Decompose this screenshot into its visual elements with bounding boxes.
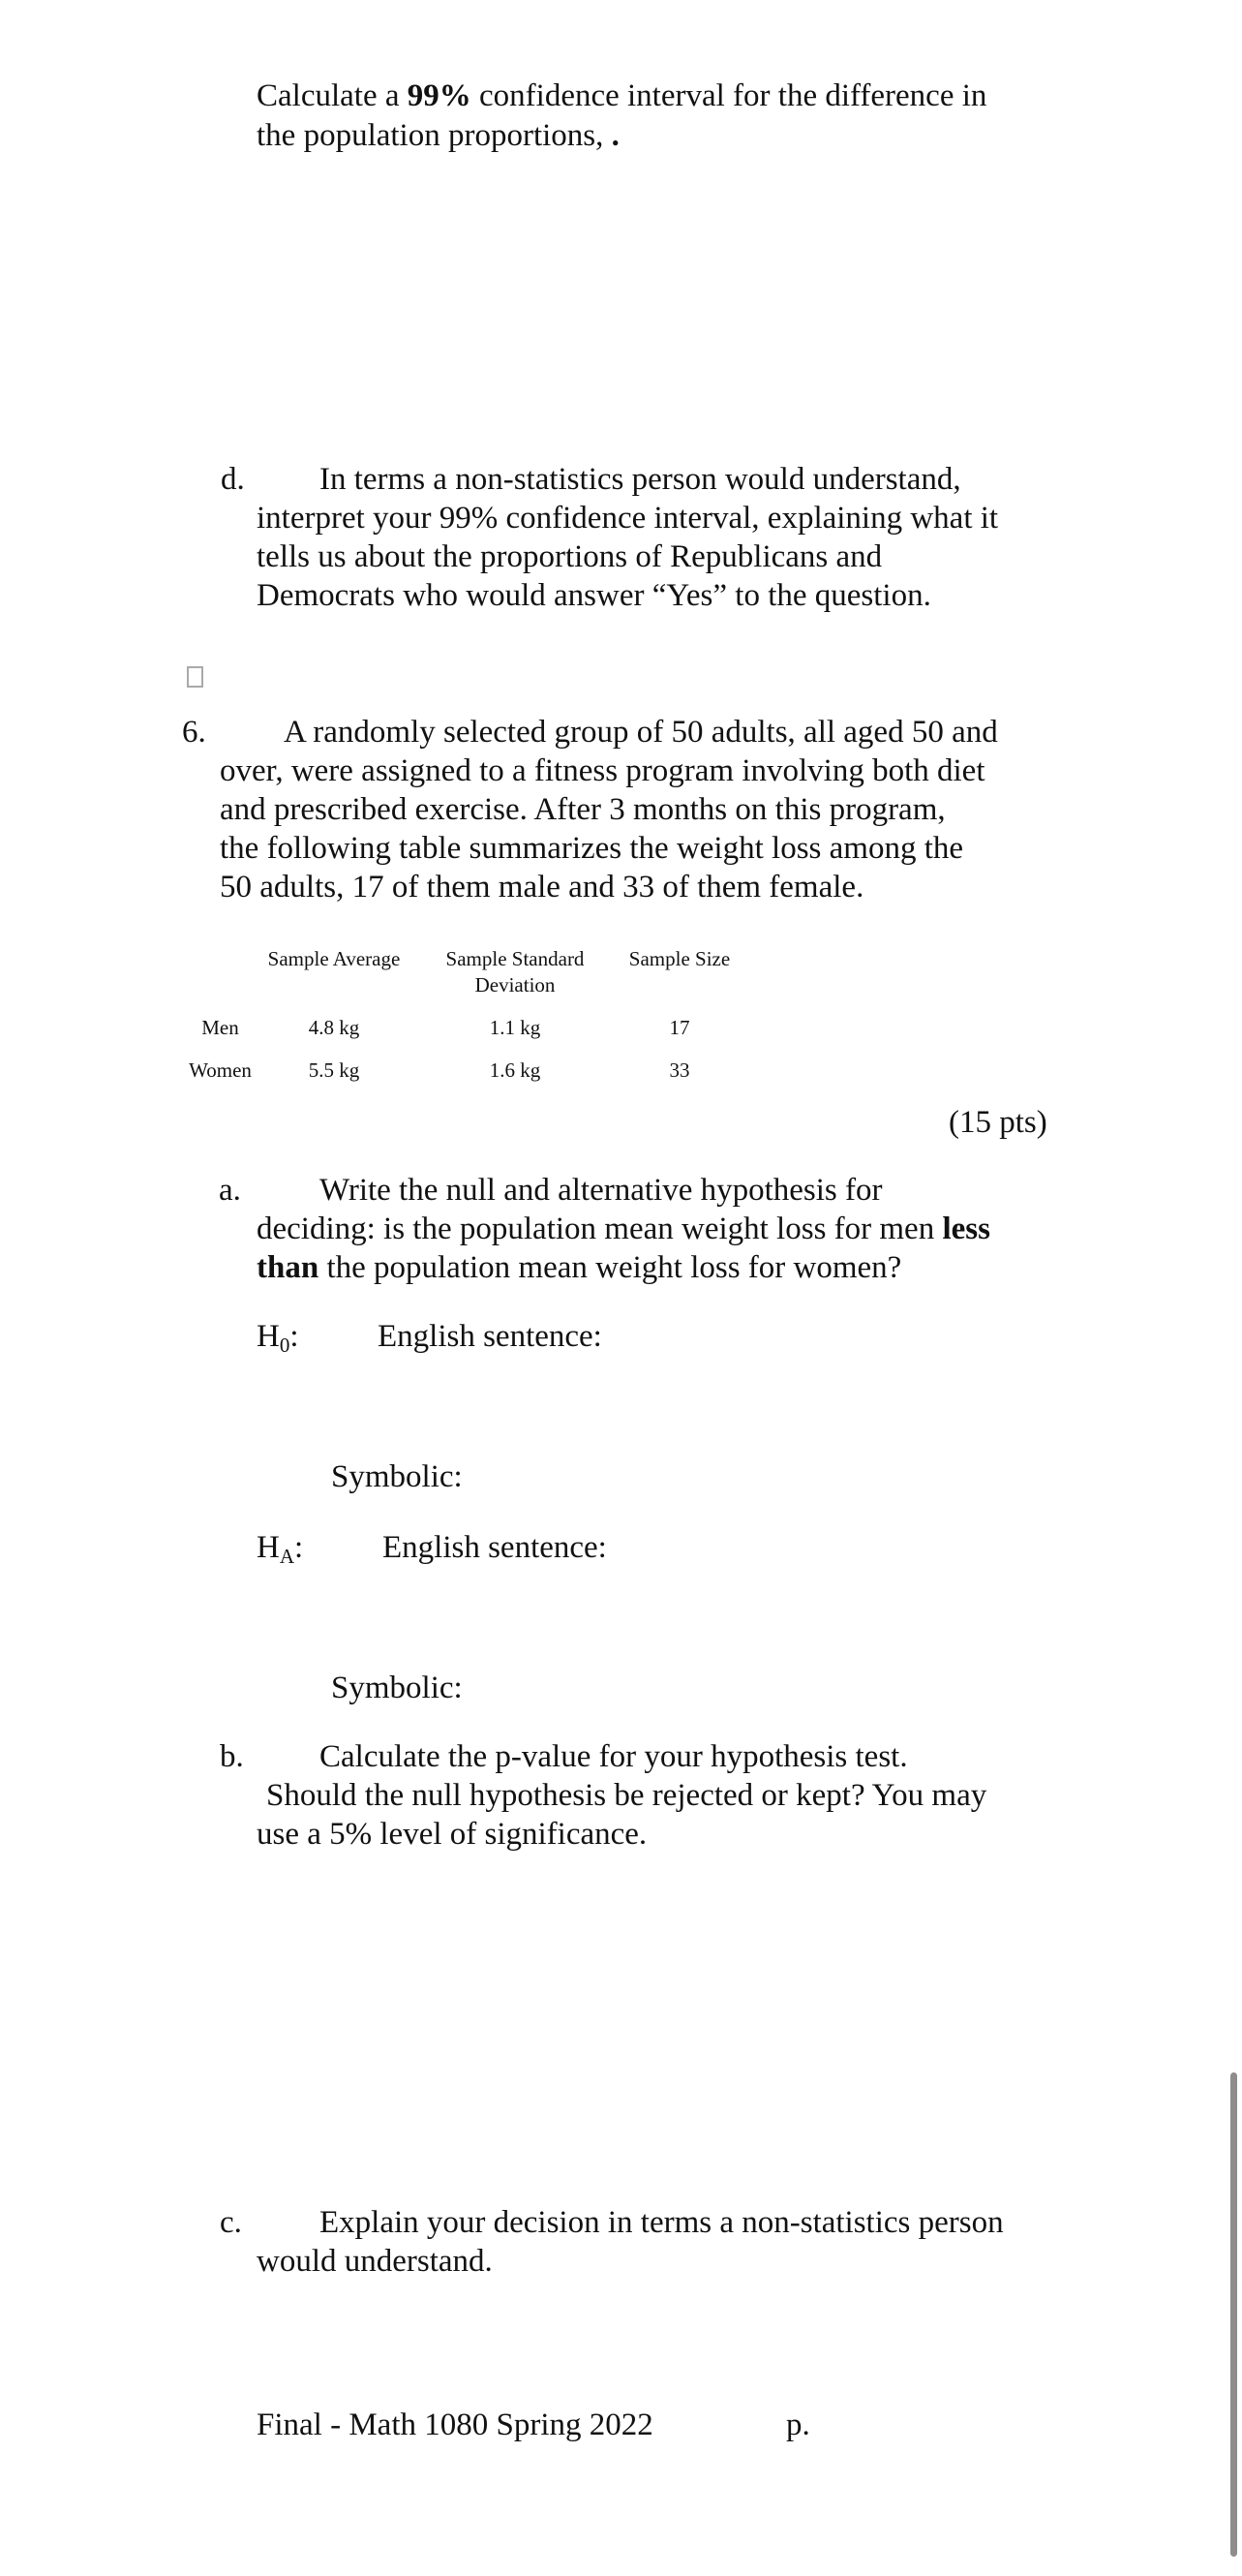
ha-symbolic-prompt: Symbolic:	[331, 1671, 463, 1705]
q6b-line-1: Calculate the p-value for your hypothesis test.	[319, 1739, 908, 1774]
footer-title: Final - Math 1080 Spring 2022	[257, 2407, 653, 2442]
q5d-line-2: interpret your 99% confidence interval, explaining what it	[257, 501, 999, 536]
h0-label: $H_0$:	[257, 1319, 299, 1357]
q5d-line-4: Democrats who would answer “Yes” to the question.	[257, 578, 931, 613]
table-header-sd: Sample Standard	[445, 947, 585, 970]
table-header-avg: Sample Average	[267, 947, 401, 970]
table-cell-women-n: 33	[669, 1058, 690, 1082]
ha-label: $H_A$:	[257, 1530, 304, 1568]
q6b-label: b.	[220, 1739, 244, 1774]
table-row-label-men: Men	[201, 1016, 239, 1039]
q6-line-4: the following table summarizes the weight loss among the	[220, 831, 964, 866]
table-row-label-women: Women	[189, 1058, 252, 1082]
table-cell-men-avg: 4.8 kg	[308, 1016, 360, 1039]
table-header-sd-2: Deviation	[474, 973, 556, 997]
q6-line-2: over, were assigned to a fitness program involving both diet	[220, 753, 985, 788]
table-header-n: Sample Size	[628, 947, 731, 970]
q6-line-1: A randomly selected group of 50 adults, all aged 50 and	[284, 715, 998, 750]
table-cell-men-n: 17	[669, 1016, 690, 1039]
q6b-line-3: use a 5% level of significance.	[257, 1817, 648, 1852]
ha-english-prompt: English sentence:	[382, 1530, 607, 1565]
q6c-line-1: Explain your decision in terms a non-statistics person	[319, 2205, 1004, 2240]
q6c-line-2: would understand.	[257, 2244, 493, 2279]
q6-line-3: and prescribed exercise. After 3 months on this program,	[220, 792, 946, 827]
q5c-line-2: the population proportions, .	[257, 118, 620, 153]
checkbox[interactable]	[187, 666, 203, 688]
q6a-line-3: than the population mean weight loss for women?	[257, 1250, 902, 1285]
q6a-label: a.	[219, 1173, 241, 1208]
h0-symbolic-prompt: Symbolic:	[331, 1459, 463, 1494]
table-cell-women-avg: 5.5 kg	[308, 1058, 360, 1082]
table-cell-men-sd: 1.1 kg	[489, 1016, 541, 1039]
q6a-line-2: deciding: is the population mean weight loss for men less	[257, 1211, 990, 1246]
q5d-line-3: tells us about the proportions of Republicans and	[257, 539, 883, 574]
q6a-line-1: Write the null and alternative hypothesis for	[319, 1173, 883, 1208]
confidence-level: 99%	[407, 78, 471, 113]
q6b-line-2: Should the null hypothesis be rejected or kept? You may	[266, 1778, 987, 1813]
scrollbar-thumb[interactable]	[1230, 2072, 1237, 2557]
q6-line-5: 50 adults, 17 of them male and 33 of them female.	[220, 870, 864, 905]
q5d-label: d.	[221, 462, 245, 497]
footer-page: p.	[786, 2407, 810, 2442]
table-cell-women-sd: 1.6 kg	[489, 1058, 541, 1082]
q5c-line-1: Calculate a 99% confidence interval for the difference in	[257, 78, 987, 113]
q6-points: (15 pts)	[949, 1105, 1047, 1140]
q6-number: 6.	[182, 715, 206, 750]
h0-english-prompt: English sentence:	[378, 1319, 602, 1354]
q5d-line-1: In terms a non-statistics person would understand,	[319, 462, 961, 497]
q6c-label: c.	[220, 2205, 242, 2240]
